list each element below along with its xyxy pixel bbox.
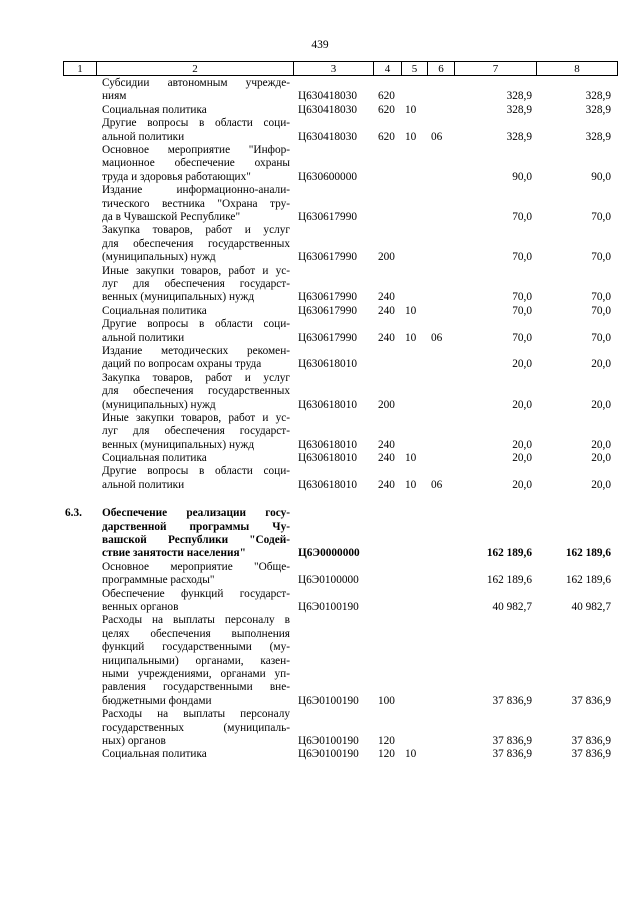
row-amount-col8: 40 982,7 xyxy=(571,601,611,614)
row-col4: 240 xyxy=(378,452,395,465)
table-row xyxy=(0,305,640,318)
description-line: программные расходы" xyxy=(102,574,215,587)
table-row xyxy=(0,265,640,305)
row-amount-col8: 70,0 xyxy=(591,251,611,264)
row-amount-col8: 70,0 xyxy=(591,331,611,344)
description-line: Обеспечение функций государст- xyxy=(102,587,290,600)
row-description xyxy=(102,588,290,615)
row-amount-col8: 70,0 xyxy=(591,304,611,317)
row-col6: 06 xyxy=(431,478,443,491)
row-code: Ц6Э0100190 xyxy=(298,748,359,761)
column-header-2: 2 xyxy=(97,62,294,76)
table-row xyxy=(0,318,640,345)
row-description xyxy=(102,117,290,144)
description-line: Субсидии автономным учрежде- xyxy=(102,77,290,89)
row-col5: 10 xyxy=(405,478,417,491)
description-line: даций по вопросам охраны труда xyxy=(102,358,262,371)
row-code: Ц630617990 xyxy=(298,331,357,344)
description-line: Другие вопросы в области соци- xyxy=(102,465,290,478)
row-amount-col8: 20,0 xyxy=(591,398,611,411)
row-amount-col8: 37 836,9 xyxy=(571,694,611,707)
row-code: Ц6Э0100190 xyxy=(298,601,359,614)
row-description xyxy=(102,184,290,224)
table-row xyxy=(0,345,640,372)
row-amount-col7: 70,0 xyxy=(512,251,532,264)
description-line: Закупка товаров, работ и услуг xyxy=(102,371,290,384)
description-line: дарственной программы Чу- xyxy=(102,520,290,533)
row-amount-col7: 20,0 xyxy=(512,358,532,371)
description-line: тического вестника "Охрана тру- xyxy=(102,197,290,210)
budget-table-body xyxy=(0,77,640,762)
table-row xyxy=(0,465,640,492)
row-description xyxy=(102,708,290,748)
description-line: ниципальными) органами, казен- xyxy=(102,654,290,667)
row-amount-col8: 37 836,9 xyxy=(571,748,611,761)
row-col4: 240 xyxy=(378,478,395,491)
row-amount-col7: 162 189,6 xyxy=(486,547,532,560)
table-row xyxy=(0,77,640,104)
table-row xyxy=(0,507,640,561)
description-line: Издание методических рекомен- xyxy=(102,344,290,357)
row-code: Ц630618010 xyxy=(298,478,357,491)
description-line: луг для обеспечения государст- xyxy=(102,425,290,438)
row-code: Ц630617990 xyxy=(298,291,357,304)
row-amount-col7: 37 836,9 xyxy=(492,694,532,707)
column-header-row xyxy=(64,62,618,76)
column-header-5: 5 xyxy=(402,62,428,76)
row-amount-col8: 162 189,6 xyxy=(565,574,611,587)
description-line: Социальная политика xyxy=(102,304,207,317)
description-line: (муниципальных) нужд xyxy=(102,398,216,411)
row-col4: 100 xyxy=(378,694,395,707)
row-amount-col7: 20,0 xyxy=(512,438,532,451)
row-col4: 240 xyxy=(378,331,395,344)
row-code: Ц6Э0100190 xyxy=(298,694,359,707)
description-line: Расходы на выплаты персоналу xyxy=(102,708,290,721)
table-row xyxy=(0,614,640,708)
row-amount-col7: 40 982,7 xyxy=(492,601,532,614)
row-amount-col7: 328,9 xyxy=(506,130,532,143)
description-line: мационное обеспечение охраны xyxy=(102,157,290,170)
row-code: Ц6Э0100190 xyxy=(298,735,359,748)
row-col4: 240 xyxy=(378,304,395,317)
row-amount-col8: 70,0 xyxy=(591,210,611,223)
description-line: венных органов xyxy=(102,601,179,614)
column-header-1: 1 xyxy=(64,62,97,76)
row-amount-col8: 328,9 xyxy=(585,130,611,143)
description-line: бюджетными фондами xyxy=(102,694,212,707)
column-header-4: 4 xyxy=(374,62,402,76)
table-row xyxy=(0,184,640,224)
row-col4: 240 xyxy=(378,291,395,304)
row-description xyxy=(102,144,290,184)
description-line: венных (муниципальных) нужд xyxy=(102,291,255,304)
row-amount-col7: 90,0 xyxy=(512,170,532,183)
row-amount-col7: 162 189,6 xyxy=(486,574,532,587)
row-code: Ц630618010 xyxy=(298,398,357,411)
table-row xyxy=(0,372,640,412)
row-col5: 10 xyxy=(405,748,417,761)
description-line: для обеспечения государственных xyxy=(102,237,290,250)
page-number: 439 xyxy=(311,39,329,51)
row-code: Ц6Э0100000 xyxy=(298,574,359,587)
table-row xyxy=(0,412,640,452)
description-line: вашской Республики "Содей- xyxy=(102,534,290,547)
description-line: Социальная политика xyxy=(102,103,207,116)
table-row xyxy=(0,117,640,144)
row-amount-col8: 70,0 xyxy=(591,291,611,304)
description-line: ниям xyxy=(102,90,127,103)
table-row xyxy=(0,144,640,184)
row-col4: 240 xyxy=(378,438,395,451)
row-amount-col8: 90,0 xyxy=(591,170,611,183)
row-description xyxy=(102,104,290,117)
row-description xyxy=(102,224,290,264)
row-col4: 620 xyxy=(378,130,395,143)
row-description xyxy=(102,748,290,761)
row-amount-col7: 70,0 xyxy=(512,291,532,304)
row-amount-col7: 20,0 xyxy=(512,452,532,465)
description-line: луг для обеспечения государст- xyxy=(102,277,290,290)
description-line: да в Чувашской Республике" xyxy=(102,210,241,223)
description-line: Издание информационно-анали- xyxy=(102,184,290,197)
description-line: Основное мероприятие "Обще- xyxy=(102,560,290,573)
description-line: альной политики xyxy=(102,130,185,143)
column-header-3: 3 xyxy=(294,62,374,76)
row-col6: 06 xyxy=(431,130,443,143)
row-code: Ц630600000 xyxy=(298,170,357,183)
description-line: труда и здоровья работающих" xyxy=(102,170,251,183)
row-col4: 120 xyxy=(378,748,395,761)
row-amount-col8: 328,9 xyxy=(585,103,611,116)
row-col4: 200 xyxy=(378,251,395,264)
row-amount-col7: 70,0 xyxy=(512,331,532,344)
row-amount-col7: 20,0 xyxy=(512,478,532,491)
row-col6: 06 xyxy=(431,331,443,344)
row-amount-col7: 70,0 xyxy=(512,210,532,223)
row-amount-col7: 20,0 xyxy=(512,398,532,411)
row-amount-col8: 37 836,9 xyxy=(571,735,611,748)
table-row xyxy=(0,224,640,264)
row-description xyxy=(102,452,290,465)
table-row xyxy=(0,452,640,465)
table-row xyxy=(0,588,640,615)
row-col4: 620 xyxy=(378,103,395,116)
description-line: функций государственными (му- xyxy=(102,641,290,654)
row-description xyxy=(102,465,290,492)
row-number: 6.3. xyxy=(65,507,82,520)
row-description xyxy=(102,318,290,345)
row-code: Ц630418030 xyxy=(298,130,357,143)
description-line: для обеспечения государственных xyxy=(102,385,290,398)
description-line: Основное мероприятие "Инфор- xyxy=(102,143,290,156)
row-col5: 10 xyxy=(405,331,417,344)
row-amount-col7: 70,0 xyxy=(512,304,532,317)
description-line: Обеспечение реализации госу- xyxy=(102,507,290,520)
description-line: ных) органов xyxy=(102,735,166,748)
description-line: Иные закупки товаров, работ и ус- xyxy=(102,264,290,277)
row-amount-col8: 328,9 xyxy=(585,90,611,103)
description-line: равления государственными вне- xyxy=(102,681,290,694)
row-amount-col7: 328,9 xyxy=(506,103,532,116)
description-line: ствие занятости населения" xyxy=(102,547,246,560)
description-line: Социальная политика xyxy=(102,452,207,465)
description-line: альной политики xyxy=(102,331,185,344)
description-line: Социальная политика xyxy=(102,748,207,761)
row-code: Ц630618010 xyxy=(298,358,357,371)
row-description xyxy=(102,305,290,318)
description-line: ными учреждениями, органами уп- xyxy=(102,668,290,681)
row-col5: 10 xyxy=(405,452,417,465)
row-code: Ц630418030 xyxy=(298,103,357,116)
description-line: Закупка товаров, работ и услуг xyxy=(102,224,290,237)
row-col4: 120 xyxy=(378,735,395,748)
row-amount-col8: 20,0 xyxy=(591,478,611,491)
column-header-6: 6 xyxy=(428,62,455,76)
row-code: Ц6Э0000000 xyxy=(298,547,360,560)
description-line: (муниципальных) нужд xyxy=(102,251,216,264)
row-code: Ц630618010 xyxy=(298,452,357,465)
row-description xyxy=(102,561,290,588)
column-header-7: 7 xyxy=(455,62,537,76)
description-line: Расходы на выплаты персоналу в xyxy=(102,614,290,627)
row-col5: 10 xyxy=(405,130,417,143)
row-amount-col8: 20,0 xyxy=(591,438,611,451)
row-amount-col8: 20,0 xyxy=(591,452,611,465)
row-code: Ц630617990 xyxy=(298,210,357,223)
row-col4: 200 xyxy=(378,398,395,411)
description-line: целях обеспечения выполнения xyxy=(102,627,290,640)
row-description xyxy=(102,265,290,305)
row-description xyxy=(102,614,290,708)
description-line: Другие вопросы в области соци- xyxy=(102,117,290,130)
row-code: Ц630617990 xyxy=(298,251,357,264)
description-line: венных (муниципальных) нужд xyxy=(102,438,255,451)
row-code: Ц630617990 xyxy=(298,304,357,317)
row-description xyxy=(102,507,290,561)
row-amount-col8: 162 189,6 xyxy=(565,547,611,560)
description-line: государственных (муниципаль- xyxy=(102,721,290,734)
description-line: Иные закупки товаров, работ и ус- xyxy=(102,411,290,424)
row-col5: 10 xyxy=(405,103,417,116)
row-amount-col7: 37 836,9 xyxy=(492,735,532,748)
row-amount-col7: 328,9 xyxy=(506,90,532,103)
column-header-table xyxy=(63,61,618,76)
row-code: Ц630618010 xyxy=(298,438,357,451)
row-col5: 10 xyxy=(405,304,417,317)
row-description xyxy=(102,412,290,452)
table-row xyxy=(0,561,640,588)
description-line: Другие вопросы в области соци- xyxy=(102,318,290,331)
row-description xyxy=(102,345,290,372)
row-description xyxy=(102,372,290,412)
row-code: Ц630418030 xyxy=(298,90,357,103)
row-description xyxy=(102,77,290,104)
column-header-8: 8 xyxy=(537,62,618,76)
table-row xyxy=(0,104,640,117)
table-row xyxy=(0,748,640,761)
table-row xyxy=(0,708,640,748)
row-amount-col7: 37 836,9 xyxy=(492,748,532,761)
row-col4: 620 xyxy=(378,90,395,103)
description-line: альной политики xyxy=(102,478,185,491)
row-amount-col8: 20,0 xyxy=(591,358,611,371)
